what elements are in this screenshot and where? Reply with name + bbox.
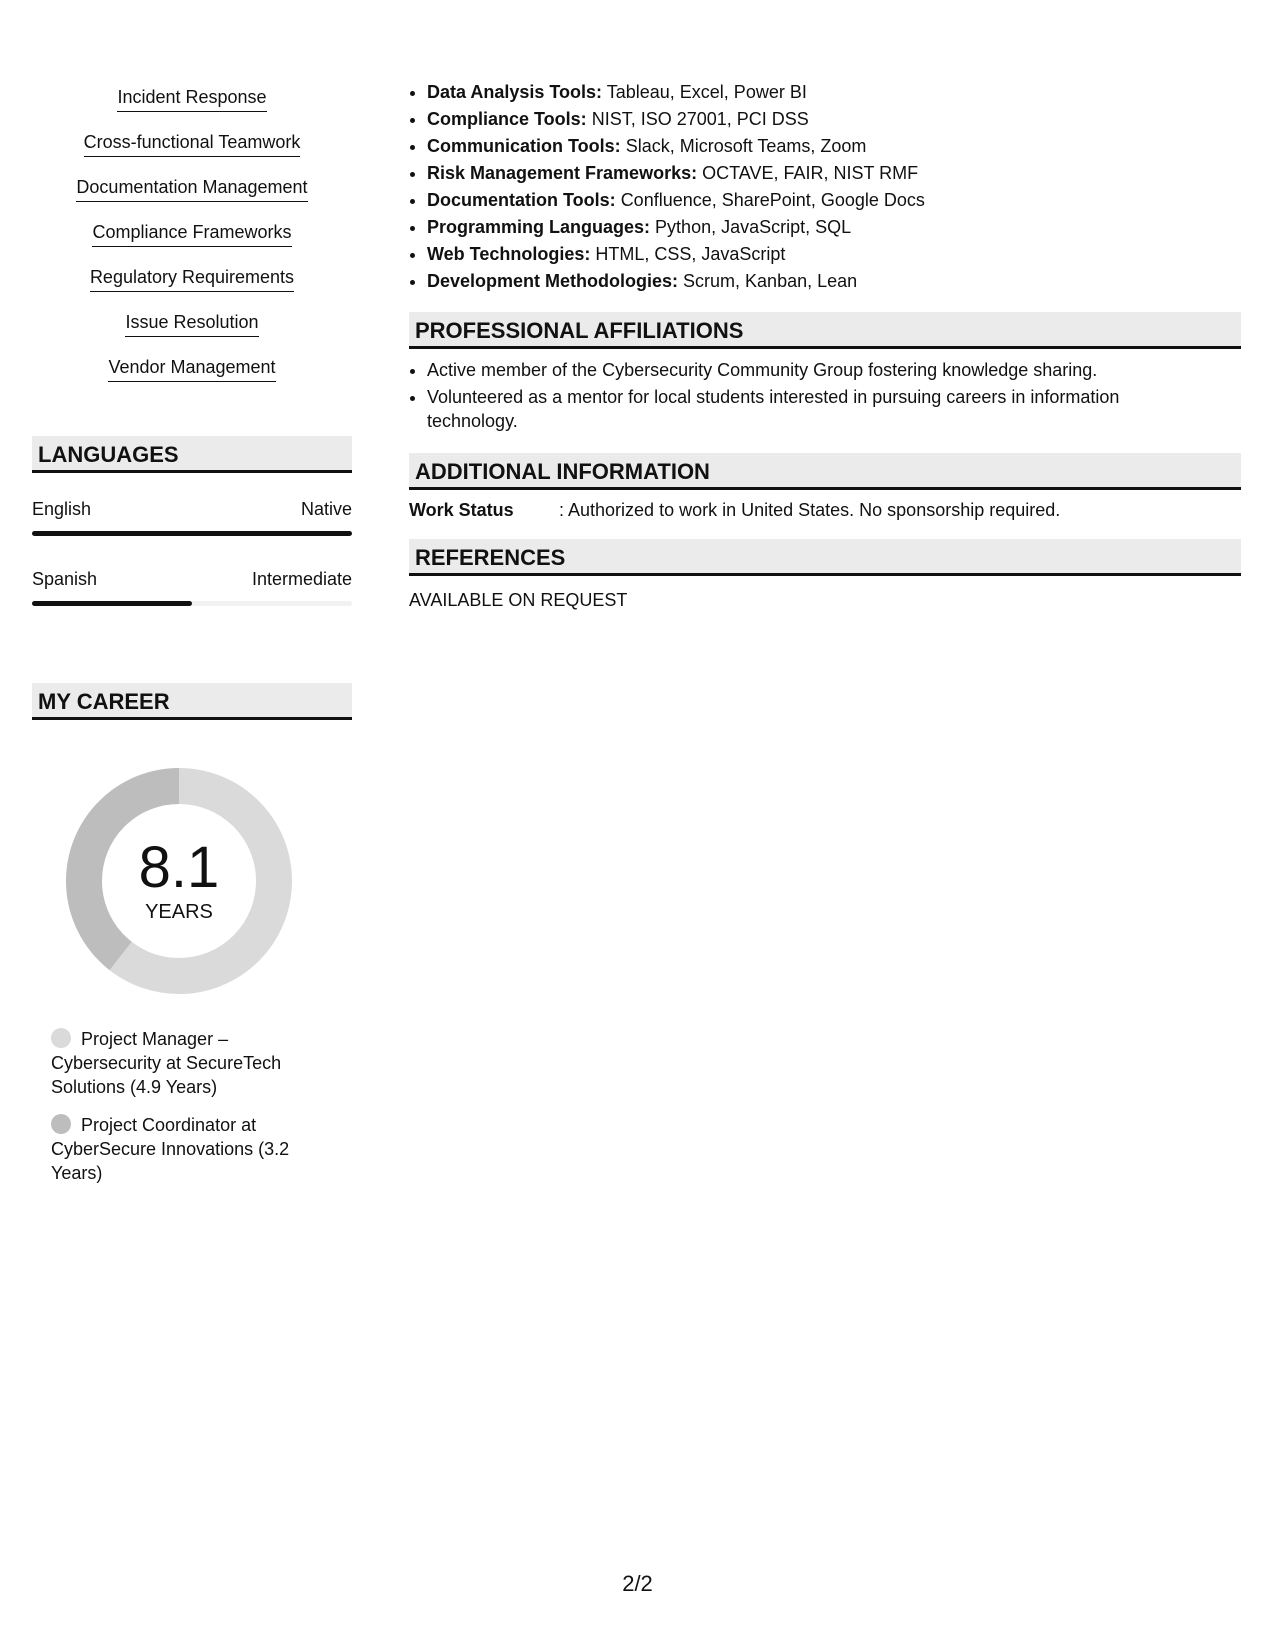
career-role-label: Project Manager – Cybersecurity at SecureTech Solutions (4.9 Years) — [51, 1029, 282, 1097]
tool-item: • Web Technologies: HTML, CSS, JavaScript — [427, 241, 1259, 268]
career-total-years: 8.1 — [138, 835, 220, 900]
languages-heading: LANGUAGES — [32, 436, 352, 473]
affiliations-heading: PROFESSIONAL AFFILIATIONS — [409, 312, 1241, 349]
affiliation-item: • Volunteered as a mentor for local students interested in pursuing careers in information technology. — [427, 385, 1207, 433]
tool-item: • Development Methodologies: Scrum, Kanban, Lean — [427, 268, 1259, 295]
language-level: Intermediate — [251, 569, 352, 589]
page-number: 2/2 — [622, 1571, 653, 1596]
additional-info-heading: ADDITIONAL INFORMATION — [409, 453, 1241, 490]
language-row — [32, 497, 352, 521]
language-proficiency-bar — [32, 531, 352, 536]
language-row — [32, 567, 352, 591]
tool-item: • Documentation Tools: Confluence, SharePoint, Google Docs — [427, 187, 1259, 214]
tool-item: • Compliance Tools: NIST, ISO 27001, PCI DSS — [427, 106, 1259, 133]
language-name: English — [32, 499, 92, 519]
career-total-unit: YEARS — [145, 901, 213, 923]
career-heading: MY CAREER — [32, 683, 352, 720]
language-proficiency-fill — [32, 531, 352, 536]
skills-list — [32, 86, 352, 401]
references-text: AVAILABLE ON REQUEST — [409, 590, 628, 610]
skill-item: Incident Response — [32, 86, 352, 131]
language-level: Native — [300, 499, 352, 519]
language-proficiency-bar — [32, 601, 352, 606]
affiliations-list — [409, 358, 1207, 436]
career-role-label: Project Coordinator at CyberSecure Innovations (3.2 Years) — [51, 1115, 290, 1183]
skill-item: Documentation Management — [32, 176, 352, 221]
legend-dot-icon — [51, 1028, 71, 1048]
tool-item: • Communication Tools: Slack, Microsoft Teams, Zoom — [427, 133, 1259, 160]
skill-item: Regulatory Requirements — [32, 266, 352, 311]
language-name: Spanish — [32, 569, 98, 589]
affiliation-item: • Active member of the Cybersecurity Community Group fostering knowledge sharing. — [427, 358, 1207, 382]
tools-list — [409, 79, 1259, 295]
career-legend-item — [51, 1027, 321, 1099]
skill-item: Vendor Management — [32, 356, 352, 401]
tool-item: • Programming Languages: Python, JavaScript, SQL — [427, 214, 1259, 241]
language-proficiency-fill — [32, 601, 192, 606]
skill-item: Cross-functional Teamwork — [32, 131, 352, 176]
tool-item: • Data Analysis Tools: Tableau, Excel, Power BI — [427, 79, 1259, 106]
work-status-label: Work Status — [409, 500, 514, 520]
tool-item: • Risk Management Frameworks: OCTAVE, FAIR, NIST RMF — [427, 160, 1259, 187]
skill-item: Compliance Frameworks — [32, 221, 352, 266]
career-legend-item — [51, 1113, 321, 1185]
references-heading: REFERENCES — [409, 539, 1241, 576]
skill-item: Issue Resolution — [32, 311, 352, 356]
legend-dot-icon — [51, 1114, 71, 1134]
work-status-value: : Authorized to work in United States. No sponsorship required. — [559, 500, 1061, 520]
